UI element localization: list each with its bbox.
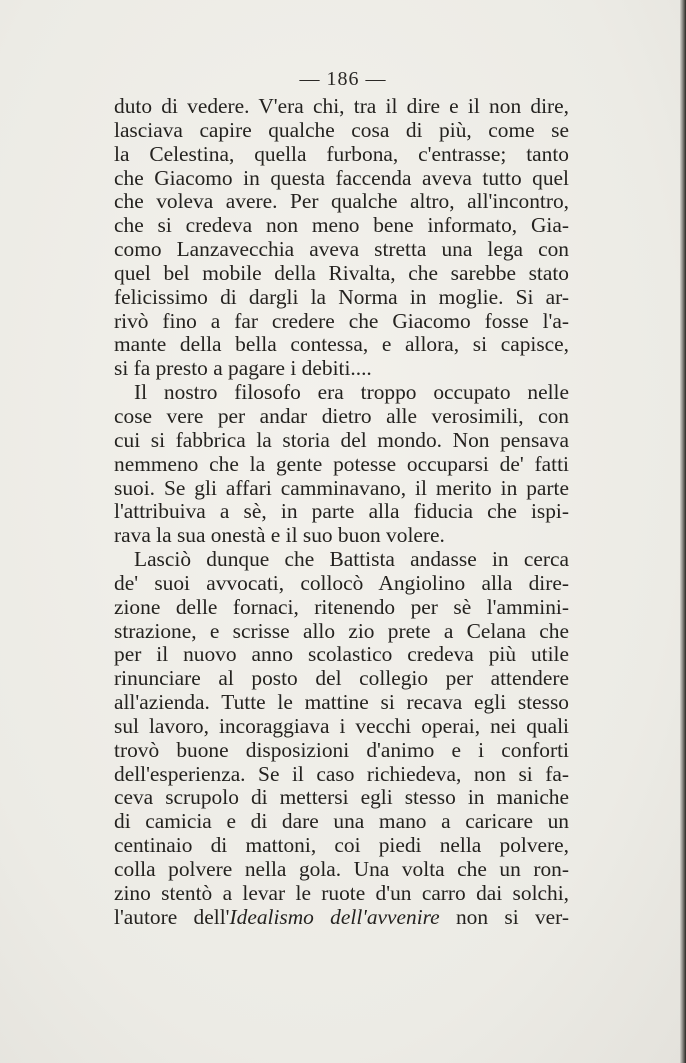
- text-line: suoi. Se gli affari camminavano, il merito in parte: [114, 475, 569, 500]
- text-line: mante della bella contessa, e allora, si capisce,: [114, 332, 569, 357]
- paragraph-1: [114, 95, 569, 381]
- text-line: rava la sua onestà e il suo buon volere.: [114, 523, 445, 548]
- text-line: sul lavoro, incoraggiava i vecchi operai, nei quali: [114, 713, 569, 738]
- text-line-final: [114, 906, 569, 930]
- text-line: como Lanzavecchia aveva stretta una lega con: [114, 237, 569, 262]
- text-line: zione delle fornaci, ritenendo per sè l'ammini-: [114, 594, 569, 619]
- text-line: quel bel mobile della Rivalta, che sarebbe stato: [114, 260, 569, 285]
- text-line: de' suoi avvocati, collocò Angiolino alla dire-: [114, 570, 569, 595]
- text-line: cose vere per andar dietro alle verosimili, con: [114, 403, 569, 428]
- page-edge-shadow: [680, 0, 686, 1063]
- text-line: rinunciare al posto del collegio per attendere: [114, 666, 569, 691]
- text-line: per il nuovo anno scolastico credeva più utile: [114, 642, 569, 667]
- text-line: cui si fabbrica la storia del mondo. Non pensava: [114, 427, 569, 452]
- paragraph-2: [114, 381, 569, 548]
- page-number: — 186 —: [299, 68, 387, 90]
- text-line: che Giacomo in questa faccenda aveva tutto quel: [114, 165, 569, 190]
- text-line: rivò fino a far credere che Giacomo fosse l'a-: [114, 308, 569, 333]
- text-line: dell'esperienza. Se il caso richiedeva, non si fa-: [114, 761, 569, 786]
- text-line: all'azienda. Tutte le mattine si recava egli stesso: [114, 690, 569, 715]
- text-line: la Celestina, quella furbona, c'entrasse; tanto: [114, 141, 569, 166]
- book-title-italic: Idealismo dell'avvenire: [229, 904, 440, 929]
- text-line: colla polvere nella gola. Una volta che un ron-: [114, 857, 569, 881]
- text-line: centinaio di mattoni, coi piedi nella polvere,: [114, 833, 569, 858]
- text-line: trovò buone disposizioni d'animo e i conforti: [114, 737, 569, 762]
- text-line: nemmeno che la gente potesse occuparsi de' fatti: [114, 451, 569, 476]
- text-line: si fa presto a pagare i debiti....: [114, 356, 372, 381]
- text-line: che si credeva non meno bene informato, Gia-: [114, 213, 569, 238]
- text-line: Lasciò dunque che Battista andasse in cerca: [134, 547, 569, 572]
- text-segment: l'autore dell': [114, 904, 230, 929]
- text-body: [114, 95, 569, 930]
- text-line: ceva scrupolo di mettersi egli stesso in maniche: [114, 785, 569, 810]
- text-line: di camicia e di dare una mano a caricare un: [114, 809, 569, 834]
- text-line: che voleva avere. Per qualche altro, all'incontro,: [114, 189, 569, 214]
- text-line: Il nostro filosofo era troppo occupato nelle: [134, 380, 569, 405]
- text-line: felicissimo di dargli la Norma in moglie. Si ar-: [114, 284, 569, 309]
- text-line: zino stentò a levar le ruote d'un carro dai solchi,: [114, 880, 569, 905]
- text-line: lasciava capire qualche cosa di più, come se: [114, 117, 569, 142]
- text-line: l'attribuiva a sè, in parte alla fiducia che ispi-: [114, 499, 569, 524]
- paragraph-3: [114, 548, 569, 930]
- text-line: strazione, e scrisse allo zio prete a Celana che: [114, 618, 569, 643]
- text-line: duto di vedere. V'era chi, tra il dire e il non dire,: [114, 94, 569, 118]
- text-segment: non si ver-: [439, 904, 569, 929]
